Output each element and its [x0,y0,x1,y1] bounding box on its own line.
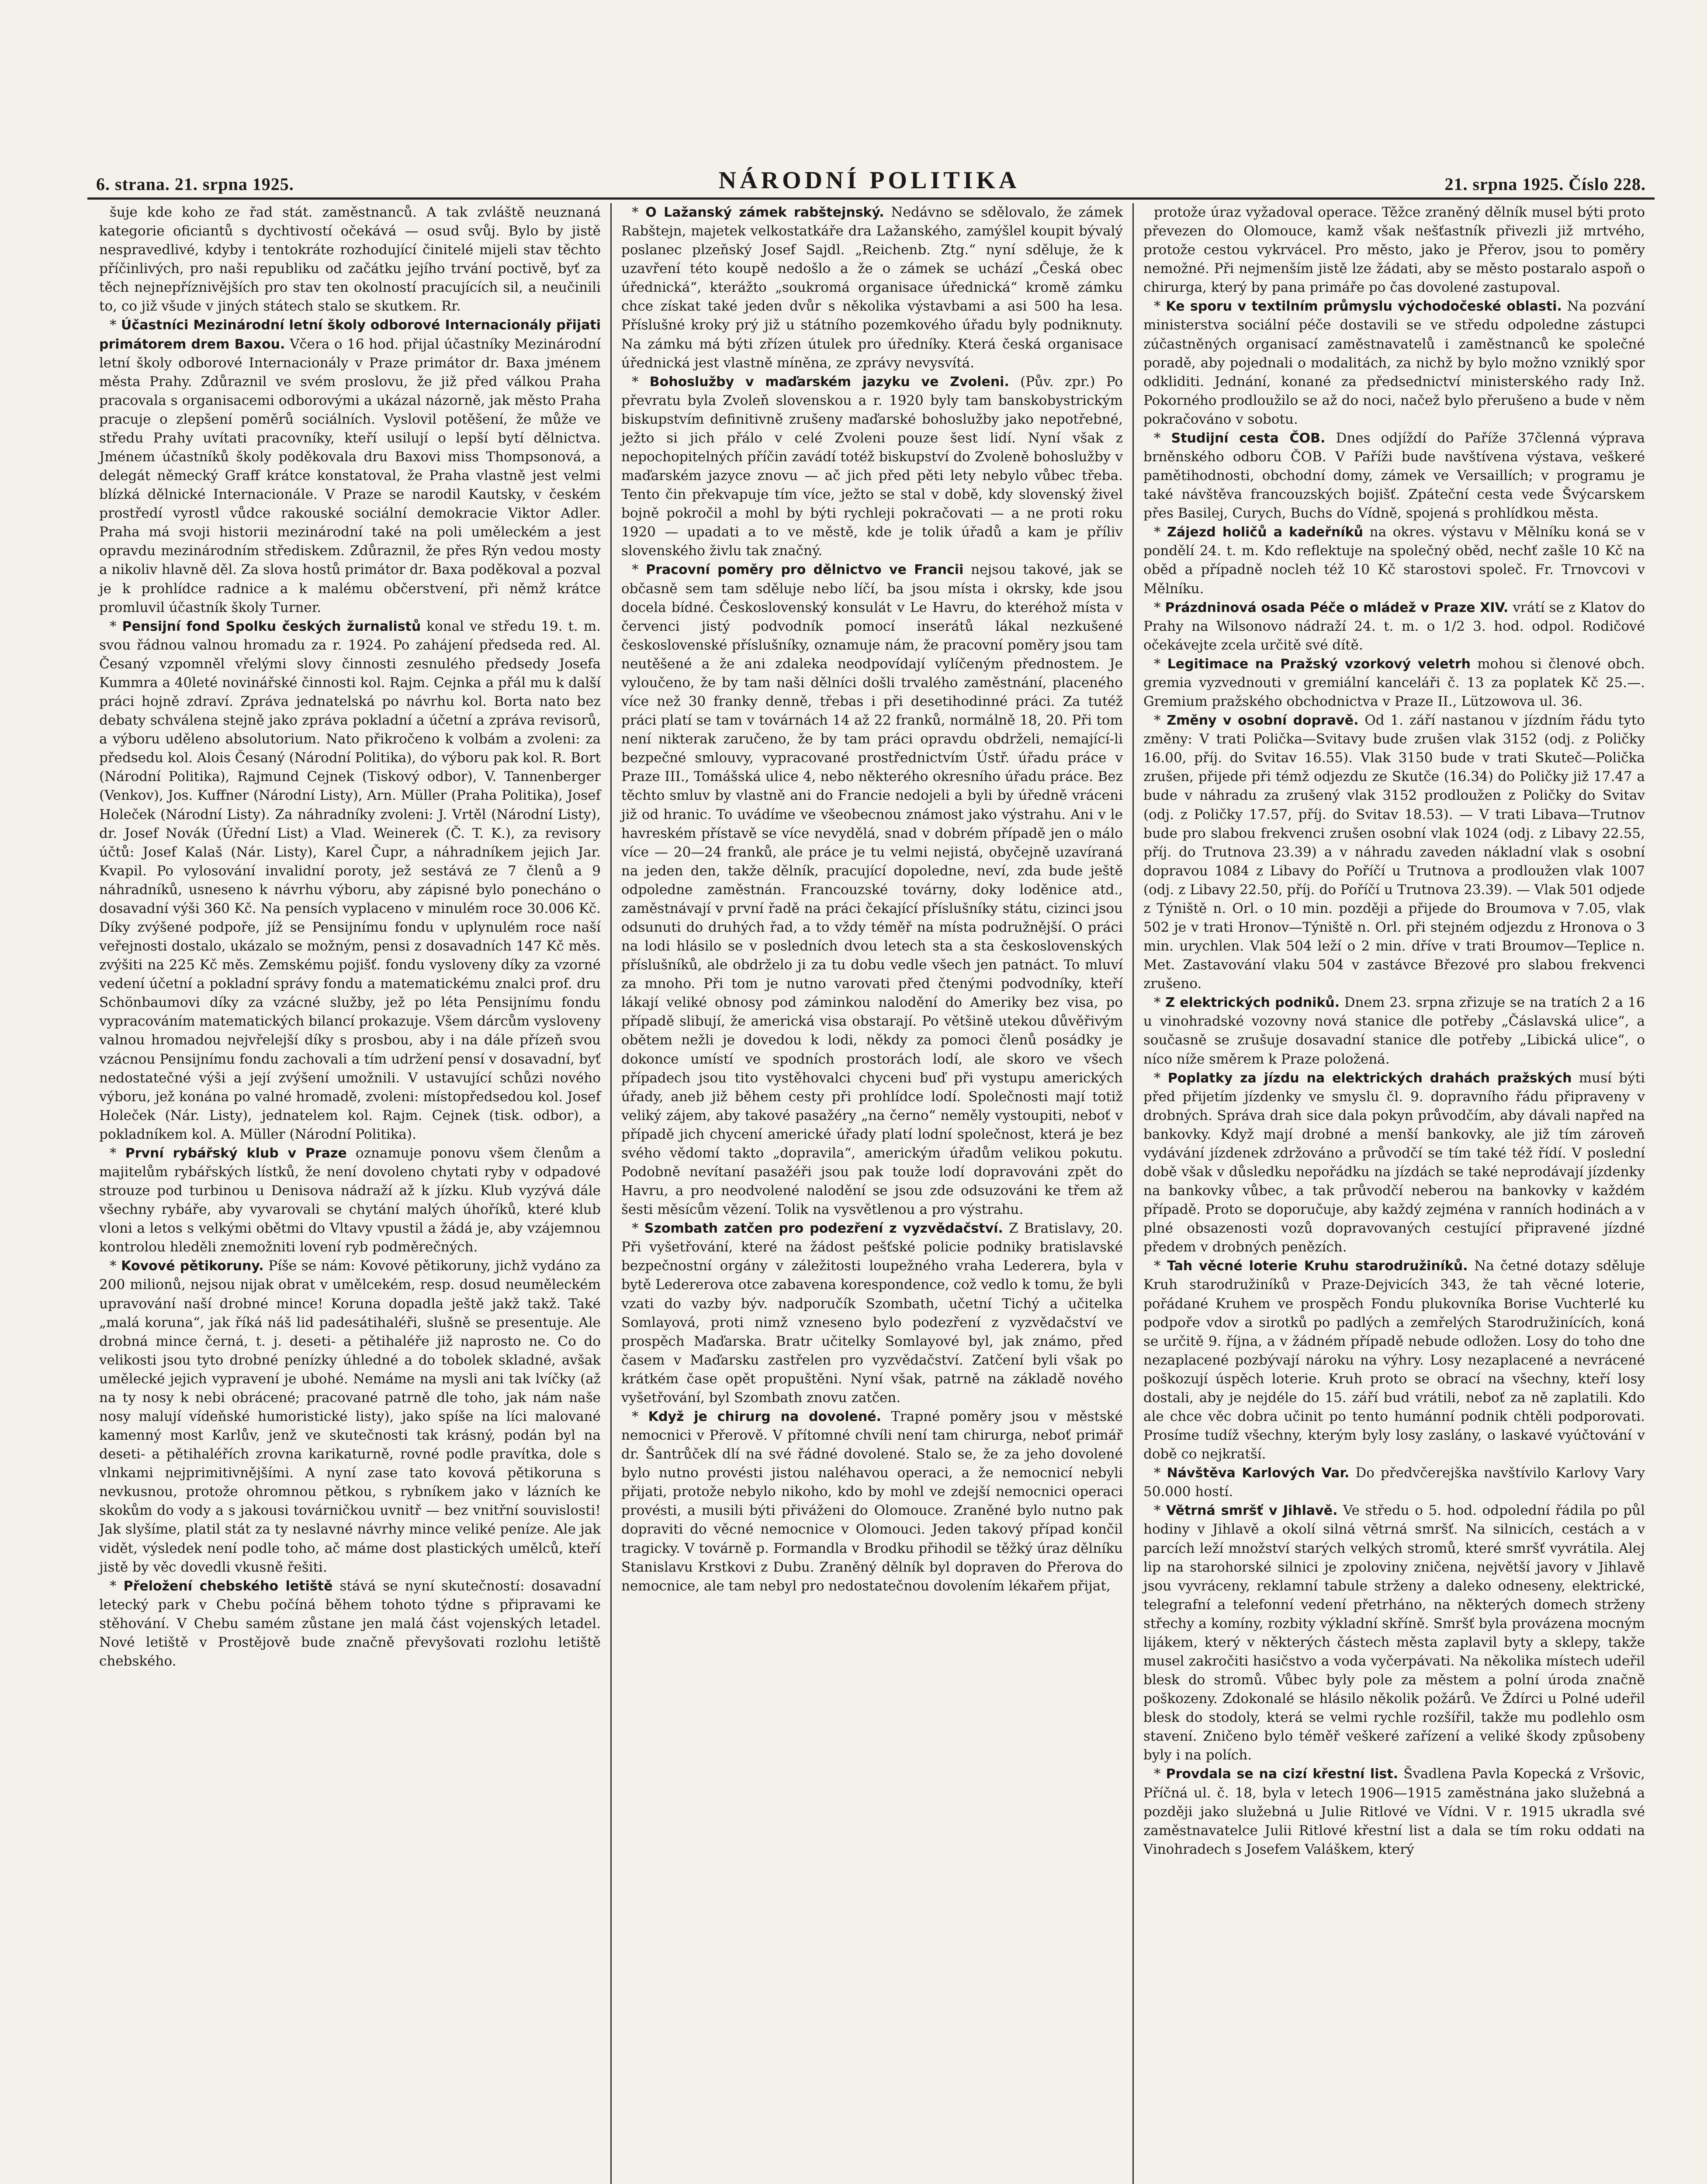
article: * Tah věcné loterie Kruhu starodružiníků. Na četné dotazy sděluje Kruh starodružiníků v Praze-Dejvicích 343, že tah věcné loterie, pořádané Kruhem ve prospěch Fondu plukovníka Borise Vuchterlé ku podpoře vdov a sirotků po padlých a zemřelých Starodružinících, koná se určitě 9. října, a v žádném případě nebude odložen. Losy do toho dne nezaplacené pozbývají nároku na výhry. Losy nezaplacené a nevrácené poškozují úspěch loterie. Kruh proto se obrací na všechny, kteří losy dostali, aby je nejdéle do 15. září bud vrátili, neboť za ně zaplatili. Kdo ale chce věc dobra učinit po tento humánní podnik chtěli podporovati. Prosíme tudíž všechny, kterým byly losy zaslány, o laskavé vyúčtování v době co nejkratší. [1143,1258,1645,1462]
article: * Poplatky za jízdu na elektrických drahách pražských musí býti před přijetím jízdenky ve smyslu čl. 9. dopravního řádu připraveny v drobných. Správa drah sice dala pokyn průvodčím, aby dávali napřed na bankovky. Když mají drobné a menší bankovky, ale již tím zároveň vydávání jízdenek zdržováno a průvodčí se tím také též řídí. V poslední době však v důsledku nepořádku na jízdách se také neprodávají jízdenky na bankovky vůbec, a tak průvodčí neberou na bankovky v každém případě. Proto se doporučuje, aby každý zejména v ranních hodinách a v plné obsazenosti vozů dopravovaných cestující připravené jízdné předem v drobných penězích. [1143,1070,1645,1255]
article-headline: Kovové pětikoruny. [121,1258,264,1274]
article-headline: Prázdninová osada Péče o mládež v Praze XIV. [1165,600,1509,615]
article-headline: První rybářský klub v Praze [125,1145,347,1161]
article: * Pracovní poměry pro dělnictvo ve Francii nejsou takové, jak se občasně sem tam sděluje nebo líčí, ba jsou místa i okrsky, kde jsou docela bídné. Československý konsulát v Le Havru, do kteréhož místa v červenci jistý podvodník pomocí inserátů lákal nezkušené československé příslušníky, oznamuje nám, že pracovní poměry jsou tam neutěšené a že ani zdaleka neodpovídají vylíčeným přednostem. Je vyloučeno, že by tam naši dělníci došli trvalého zaměstnání, placeného více než 30 franky denně, třebas i při desetihodinné práci. Za tutéž práci platí se tam v továrnách 14 až 22 franků, normálně 18, 20. Při tom není nikterak zaručeno, že by tam práci opravdu obdrželi, nemající-li bezpečné smlouvy, vypracované prostřednictvím Ústř. úřadu práce v Praze III., Tomášská ulice 4, nebo některého okresního úřadu práce. Bez těchto smluv by vlastně ani do Francie nedojeli a byli by úředně vráceni již od hranic. To uvádíme ve všeobecnou známost jako výstrahu. Ani v le havreském přístavě se více nevydělá, snad v dobrém případě jen o málo více — 20—24 franků, ale práce je tu velmi nejistá, obyčejně uzavíraná na jeden den, takže dělník, pracující dopoledne, neví, zda bude ještě odpoledne zaměstnán. Francouzské továrny, doky loděnice atd., zaměstnávají v první řadě na práci čekající příslušníky státu, cizinci jsou odsunuti do druhých řad, a to vždy téměř na místa podružnější. O práci na lodi hlásilo se v posledních dvou letech sta a sta československých příslušníků, ale obdrželo ji za tu dobu vedle všech jen patnáct. To mluví za mnoho. Při tom je nutno varovati před čtenými podvodníky, kteří lákají veliké obnosy pod záminkou nalodění do Ameriky bez visa, po případě slibují, že americká visa obstarají. Po většině utekou důvěřivým obětem nežli je dovedou k lodi, někdy za pomoci členů posádky je dokonce umístí ve spodních prostorách lodí, ale skoro ve všech případech jsou tito vystěhovalci chyceni buď při vystupu amerických úřady, aneb již během cesty při prohlídce lodí. Společnosti mají totiž veliký zájem, aby takové pasažéry „na černo“ neměly vystoupiti, neboť v případě jich chycení americké úřady platí lodní společnost, která je bez svého vědomí takto „dopravila“, americkým úřadům velikou pokutu. Podobně nevítaní pasažéři jsou pak touže lodí dopravováni zpět do Havru, a pro neodvolené nalodění se jsou zde odsuzováni ke třem až šesti měsícům vězení. Tolik na vysvětlenou a pro výstrahu. [621,562,1123,1218]
article-continued: protože úraz vyžadoval operace. Těžce zraněný dělník musel býti proto převezen do Olomouce, kamž však nešťastník přivezli již mrtvého, protože cestou vykrvácel. Pro město, jako je Přerov, jsou to poměry nemožné. Při nejmenším jistě lze žádati, aby se město postaralo aspoň o chirurga, který by pana primáře po čas dovolené zastupoval. [1143,204,1645,296]
article: * Z elektrických podniků. Dnem 23. srpna zřizuje se na tratích 2 a 16 u vinohradské vozovny nová stanice dle potřeby „Čáslavská ulice“, a současně se zrušuje dosavadní stanice dle potřeby „Libická ulice“, o níco níže směrem k Praze položená. [1143,995,1645,1067]
article-headline: Zájezd holičů a kadeřníků [1167,525,1364,540]
column-right [1132,203,1655,2184]
article-headline: Legitimace na Pražský vzorkový veletrh [1167,656,1471,672]
article: * Legitimace na Pražský vzorkový veletrh mohou si členové obch. gremia vyzvednouti v gremiální kanceláři č. 13 za poplatek Kč 25.—. Gremium pražského obchodnictva v Praze II., Lützowova ul. 36. [1143,656,1645,710]
article-headline: Návštěva Karlových Var. [1167,1465,1350,1481]
article-headline: Provdala se na cizí křestní list. [1166,1766,1399,1782]
article-headline: Pensijní fond Spolku českých žurnalistů [122,619,421,634]
article-headline: Přeložení chebského letiště [123,1578,333,1594]
article-headline: Szombath zatčen pro podezření z vyzvědačství. [644,1221,1003,1237]
page-header [96,168,1646,194]
column-left [90,203,610,2184]
article: * Účastníci Mezinárodní letní školy odborové Internacionály přijati primátorem drem Baxou. Včera o 16 hod. přijal účastníky Mezinárodní letní školy odborové Internacionály v Praze primátor dr. Baxa jménem města Prahy. Zdůraznil ve svém proslovu, že již před válkou Praha pracovala s organisacemi odborovými a ukázal názorně, jak město Praha pracuje o zlepšení poměrů sociálních. Vyslovil potěšení, že může ve středu Prahy uvítati pracovníky, kteří usilují o lepší bytí dělnictva. Jménem účastníků školy poděkovala dru Baxovi miss Thompsonová, a delegát německý Graff krátce konstatoval, že Praha vlastně jest velmi blízká dělnické Internacionále. V Praze se narodil Kautsky, v českém prostředí vyrostl vůdce rakouské sociální demokracie Viktor Adler. Praha má svoji historii mezinárodní také na poli uměleckém a jest opravdu mezinárodním střediskem. Zdůraznil, že přes Rýn vedou mosty a nikoliv hlavně děl. Za slova hostů primátor dr. Baxa poděkoval a pozval je k prohlídce radnice a k malému občerstvení, při němž krátce promluvil účastník školy Turner. [99,317,601,615]
article: * O Lažanský zámek rabštejnský. Nedávno se sdělovalo, že zámek Rabštejn, majetek velkostatkáře dra Lažanského, zamýšlel koupit bývalý poslanec plzeňský Josef Sajdl. „Reichenb. Ztg.“ nyní sděluje, že k uzavření této koupě nedošlo a že o zámek se uchází „Česká obec úřednická“, kterážto „soukromá organisace úřednická“ kromě zámku chce získat také jeden dvůr s několika výstavbami a asi 500 ha lesa. Příslušné kroky prý již u státního pozemkového úřadu byly podniknuty. Na zámku má býti zřízen útulek pro úředníky. Která česká organisace úřednická jest vlastně míněna, ze zprávy nevysvítá. [621,204,1123,371]
article-headline: Poplatky za jízdu na elektrických drahách pražských [1167,1070,1572,1086]
article: * Návštěva Karlových Var. Do předvčerejška navštívilo Karlovy Vary 50.000 hostí. [1143,1465,1645,1500]
columns [90,203,1655,2184]
article-headline: Když je chirurg na dovolené. [648,1409,882,1424]
article-headline: Studijní cesta ČOB. [1171,430,1326,446]
article: * Změny v osobní dopravě. Od 1. září nastanou v jízdním řádu tyto změny: V trati Polička—Svitavy bude zrušen vlak 3152 (odj. z Poličky 16.00, příj. do Svitav 16.55). Vlak 3150 bude v trati Skuteč—Polička zrušen, přijede při témž odjezdu ze Skutče (16.34) do Poličky již 17.47 a bude v náhradu za zrušený vlak 3152 prodloužen z Poličky do Svitav (odj. z Poličky 17.57, příj. do Svitav 18.53). — V trati Libava—Trutnov bude pro slabou frekvenci zrušen osobní vlak 1024 (odj. z Libavy 22.55, příj. do Trutnova 23.39) a v náhradu zaveden nákladní vlak s osobní dopravou 1084 z Libavy do Poříčí u Trutnova a prodloužen vlak 1007 (odj. z Libavy 22.50, příj. do Poříčí u Trutnova 23.39). — Vlak 501 odjede z Týniště n. Orl. o 10 min. později a přijede do Broumova v 7.05, vlak 502 je v trati Hronov—Týniště n. Orl. při stejném odjezdu z Hronova o 3 min. urychlen. Vlak 504 leží o 2 min. dříve v trati Broumov—Teplice n. Met. Zastavování vlaku 504 v zastávce Březové pro slabou frekvenci zrušeno. [1143,712,1645,992]
article: * Provdala se na cizí křestní list. Švadlena Pavla Kopecká z Vršovic, Příčná ul. č. 18, byla v letech 1906—1915 zaměstnána jako služebná a později jako služebná u Julie Ritlové ve Vídni. V r. 1915 ukradla své zaměstnavatelce Julii Ritlové křestní list a dala se tím roku oddati na Vinohradech s Josefem Valáškem, který [1143,1766,1645,1857]
header-rule [87,197,1655,200]
page-number: 6. strana. 21. srpna 1925. [96,174,294,194]
article-headline: O Lažanský zámek rabštejnský. [645,205,884,220]
column-middle [610,203,1132,2184]
article: * Bohoslužby v maďarském jazyku ve Zvoleni. (Pův. zpr.) Po převratu byla Zvoleň slovenskou a r. 1920 byly tam banskobystrickým biskupstvím definitivně zrušeny maďarské bohoslužby jako nepotřebné, ježto si jich přálo v celé Zvoleni pouze šest lidí. Nyní však z nepochopitelných příčin zavádí totéž biskupství do Zvoleně bohoslužby v maďarském jazyce znovu — ač jich před pěti lety nebylo vůbec třeba. Tento čin překvapuje tím více, ježto se stal v době, kdy slovenský živel bojně pokročil a mohl by býti rychleji pokračovati — a ne proti roku 1920 — upadati a to ve městě, kde je tolik úřadů a kam je příliv slovenského živlu tak značný. [621,373,1123,559]
article-continued: šuje kde koho ze řad stát. zaměstnanců. A tak zvláště neuznaná kategorie oficiantů s dychtivostí očekává — osud svůj. Bylo by jistě nespravedlivé, kdyby i tentokráte rozhodující činitelé mijeli stav těchto příčinlivých, pro naši republiku od začátku jejího trvání poctivě, byť za těch nejnepříznivějších pro stav ten okolností pracujících sil, a neučinili to, co již všude v jiných státech stalo se skutkem. Rr. [99,204,601,314]
issue-number: 21. srpna 1925. Číslo 228. [1444,174,1646,194]
article: * Szombath zatčen pro podezření z vyzvědačství. Z Bratislavy, 20. Při vyšetřování, které na žádost pešťské policie podniky bratislavské bezpečnostní orgány v záležitosti loupežného vraha Lederera, byla v bytě Ledererova otce zabavena korespondence, což vedlo k tomu, že byli vzati do vazby býv. nadporučík Szombath, učetní Tichý a učitelka Somlayová, proti nimž vzneseno bylo podezření z vyzvědačství ve prospěch Maďarska. Bratr učitelky Somlayové byl, jak známo, před časem v Maďarsku zastřelen pro vyzvědačství. Zatčení byli však po krátkém čase opět propuštěni. Nyní však, patrně na základě nového vyšetřování, byl Szombath znovu zatčen. [621,1220,1123,1406]
article: * Přeložení chebského letiště stává se nyní skutečností: dosavadní letecký park v Chebu počíná během tohoto týdne s připravami ke stěhování. V Chebu samém zůstane jen malá část vojenských letadel. Nové letiště v Prostějově bude značně převyšovati rozlohu letiště chebského. [99,1578,601,1669]
article-headline: Bohoslužby v maďarském jazyku ve Zvoleni. [649,374,1009,390]
article: * Ke sporu v textilním průmyslu východočeské oblasti. Na pozvání ministerstva sociální péče dostavili se ve středu odpoledne zástupci zúčastněných organisací zaměstnavatelů i zaměstnanců ke společné poradě, aby pojednali o modalitách, za nichž by bylo možno vzniklý spor odkliditi. Jednání, konané za předsednictví ministerského rady Inž. Pokorného prodloužilo se až do noci, načež bylo přerušeno a bude v něm pokračováno v sobotu. [1143,298,1645,427]
article: * Větrná smršť v Jihlavě. Ve středu o 5. hod. odpolední řádila po půl hodiny v Jihlavě a okolí silná větrná smršť. Na silnicích, cestách a v parcích leží množství starých velkých stromů, které smršť vyvrátila. Alej lip na starohorské silnici je zpoloviny zničena, největší javory v Jihlavě jsou vyvráceny, reklamní tabule strženy a daleko odneseny, elektrické, telegrafní a telefonní vedení přetrháno, na některých domech strženy střechy a komíny, rozbity výkladní skříně. Smršť byla provázena mocným lijákem, který v některých částech města zaplavil byty a sklepy, takže musel zakročiti hasičstvo a voda vyčerpávati. Na několika místech udeřil blesk do stromů. Vůbec byly pole za městem a polní úroda značně poškozeny. Zdokonalé se hlásilo několik požárů. Ve Ždírci u Polné udeřil blesk do stodoly, která se velmi rychle rozšířil, takže mu podlehlo osm stavení. Zničeno bylo téměř veškeré zařízení a veliké škody způsobeny byly i na polích. [1143,1503,1645,1763]
masthead: NÁRODNÍ POLITIKA [718,167,1020,194]
article: * Zájezd holičů a kadeřníků na okres. výstavu v Mělníku koná se v pondělí 24. t. m. Kdo reflektuje na společný oběd, nechť zašle 10 Kč na oběd a případně nocleh též 10 Kč starostovi společ. Fr. Trnovcovi v Mělníku. [1143,524,1645,597]
article-headline: Změny v osobní dopravě. [1167,713,1359,729]
article: * Kovové pětikoruny. Píše se nám: Kovové pětikoruny, jichž vydáno za 200 milionů, nejsou nijak obrat v umělcekém, resp. dosud neuměleckém upravování naší drobné mince! Koruna dopadla ještě jakž takž. Také „malá koruna“, jak říká náš lid padesátihaléři, slušně se presentuje. Ale drobná mince černá, t. j. deseti- a pětihaléře již naprosto ne. Co do velikosti jsou tyto drobné penízky úhledné a do tobolek skladné, avšak umělecké jejich vypravení je ubohé. Nemáme na mysli ani tak lvíčky (až na ty nosy k nebi obrácené; pracované patrně dle toho, jak nám naše nosy malují vídeňské humoristické listy), jako spíše na líci malované kamenný most Karlův, jenž ve skutečnosti tak krásný, podán byl na deseti- a pětihaléřích zrovna karikaturně, rovné podle pravítka, dole s vlnkami nejprimitivnějšími. A nyní zase tato kovová pětikoruna s nevkusnou, protože ohromnou pětkou, s rybníkem jako v lázních ke skokům do vody a s jakousi továrničkou uvnitř — bez vnitřní souvislosti! Jak slyšíme, platil stát za ty neslavné návrhy mince veliké peníze. Ale jak vidět, výsledek není podle toho, ač máme dost plastických umělců, kteří jistě by věc dovedli vkusně řešiti. [99,1258,601,1575]
article: * Když je chirurg na dovolené. Trapné poměry jsou v městské nemocnici v Přerově. V přítomné chvíli není tam chirurga, neboť primář dr. Šantrůček dlí na své řádné dovolené. Stalo se, že za jeho dovolené bylo nutno provésti jistou naléhavou operaci, a že nemocnicí nebyli přijati, protože nebylo nikoho, kdo by mohl ve zdejší nemocnici operaci provésti, a musili býti přiváženi do Olomouce. Zraněné bylo nutno pak dopraviti do věcné nemocnice v Olomouci. Jeden takový případ končil tragicky. V továrně p. Formandla v Brodku přihodil se těžký úraz dělníku Stanislavu Krstkovi z Dubu. Zraněný dělník byl dopraven do Přerova do nemocnice, ale tam nebyl pro nedostatečnou dovolením lékařem přijat, [621,1409,1123,1594]
article: * Prázdninová osada Péče o mládež v Praze XIV. vrátí se z Klatov do Prahy na Wilsonovo nádraží 24. t. m. o 1/2 3. hod. odpol. Rodičové očekávejte zcela určitě své dítě. [1143,599,1645,653]
article-headline: Větrná smršť v Jihlavě. [1166,1503,1338,1519]
article: * Pensijní fond Spolku českých žurnalistů konal ve středu 19. t. m. svou řádnou valnou hromadu za r. 1924. Po zahájení předseda red. Al. Česaný vzpomněl vřelými slovy činnosti zesnulého předsedy Josefa Kummra a 40leté novinářské činnosti kol. Rajm. Cejnka a přál mu k další práci hojně zdraví. Zpráva jednatelská po návrhu kol. Borta nato bez debaty schválena stejně jako zpráva pokladní a účetní a zpráva revisorů, a výboru uděleno absolutorium. Nato přikročeno k volbám a zvoleni: za předsedu kol. Alois Česaný (Národní Politika), do výboru pak kol. R. Bort (Národní Politika), Rajmund Cejnek (Tiskový odbor), V. Tannenberger (Venkov), Jos. Kuffner (Národní Listy), Arn. Müller (Praha Politika), Josef Holeček (Národní Listy). Za náhradníky zvoleni: J. Vrtěl (Národní Listy), dr. Josef Novák (Úřední List) a Vlad. Weinerek (Č. T. K.), za revisory účtů: Josef Kalaš (Nár. Listy), Karel Čupr, a náhradníkem jejich Jar. Kvapil. Po vylosování invalidní poroty, jež sestává ze 7 členů a 9 náhradníků, usneseno k návrhu výboru, aby zápisné bylo ponecháno o dosavadní výši 360 Kč. Na pensích vyplaceno v minulém roce 30.006 Kč. Díky zvýšené podpoře, jíž se Pensijnímu fondu v uplynulém roce naší veřejnosti dostalo, ukázalo se možným, pensi z dosavadních 147 Kč měs. zvýšiti na 225 Kč měs. Zemskému pojišť. fondu vysloveny díky za vzorné vedení účetní a pokladní správy fondu a matematickému znalci prof. dru Schönbaumovi díky za vzácné služby, jež po léta Pensijnímu fondu vypracováním matematických bilancí prokazuje. Všem dárcům vysloveny valnou hromadou nejvřelejší díky s prosbou, aby i na dále přízeň svou vzácnou Pensijnímu fondu zachovali a tím udržení pensí v dosavadní, byť nedostatečné výši a její zvýšení umožnili. V ustavující schůzi nového výboru, jež konána po valné hromadě, zvoleni: místopředsedou kol. Josef Holeček (Nár. Listy), jednatelem kol. Rajm. Cejnek (tisk. odbor), a pokladníkem kol. A. Müller (Národní Politika). [99,618,601,1142]
article-headline: Pracovní poměry pro dělnictvo ve Francii [646,562,964,578]
article: * První rybářský klub v Praze oznamuje ponovu všem členům a majitelům rybářských lístků, že není dovoleno chytati ryby v odpadové strouze pod turbinou u Denisova nádraží až k jízku. Klub vyzývá dále všechny rybáře, aby vyvarovali se chytání malých úhoříků, které klub vloni a letos s velkými obětmi do Vltavy vpustil a žádá je, aby vzájemnou kontrolou hleděli znemožniti lovení ryb podměrečných. [99,1145,601,1255]
article-headline: Z elektrických podniků. [1165,995,1340,1011]
article: * Studijní cesta ČOB. Dnes odjíždí do Paříže 37členná výprava brněnského odboru ČOB. V Paříži bude navštívena výstava, veškeré pamětihodnosti, obchodní domy, zámek ve Versaillích; v programu je také návštěva francouzských bojišť. Zpáteční cesta vede Švýcarskem přes Basilej, Curych, Buchs do Vídně, spojená s prohlídkou města. [1143,430,1645,522]
article-headline: Účastníci Mezinárodní letní školy odborové Internacionály přijati primátorem drem Baxou. [99,318,601,352]
article-headline: Ke sporu v textilním průmyslu východočeské oblasti. [1166,299,1562,314]
article-headline: Tah věcné loterie Kruhu starodružiníků. [1167,1258,1468,1274]
